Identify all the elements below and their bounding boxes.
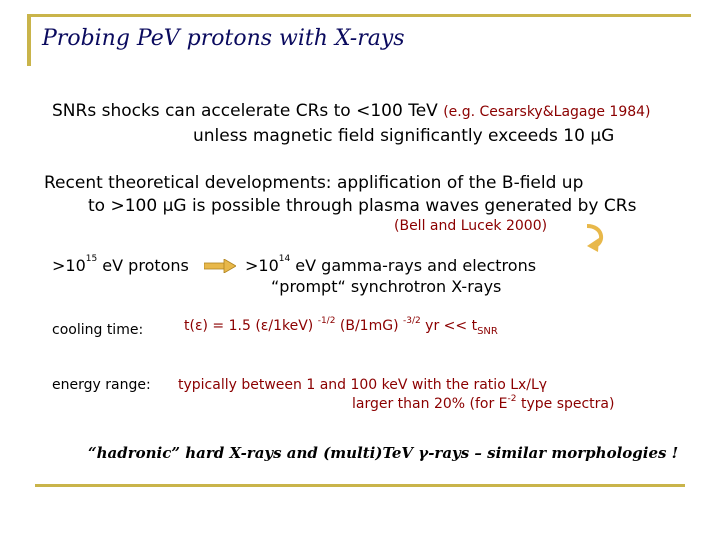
snr-citation: (e.g. Cesarsky&Lagage 1984) bbox=[443, 104, 651, 120]
cooling-time-formula: t(ε) = 1.5 (ε/1keV) $^{-1/2}$ (B/1mG) $^{-3/2}$ yr << $t_{SNR}$ bbox=[184, 316, 498, 337]
gamma-electrons-label: $>10^{14}$ eV gamma-rays and electrons bbox=[245, 254, 537, 275]
bottom-accent-bar bbox=[35, 484, 685, 487]
snr-statement-text: SNRs shocks can accelerate CRs to <100 TeV bbox=[52, 101, 438, 121]
snr-statement bbox=[52, 101, 651, 121]
curved-return-arrow-icon bbox=[581, 222, 609, 256]
hadronic-conclusion: “hadronic” hard X-rays and (multi)TeV γ-rays – similar morphologies ! bbox=[88, 444, 679, 462]
right-arrow-icon bbox=[204, 259, 236, 273]
cooling-time-label: cooling time: bbox=[52, 322, 144, 338]
magnetic-field-condition: unless magnetic field significantly exceeds 10 µG bbox=[193, 126, 615, 146]
slide-title: Probing PeV protons with X-rays bbox=[42, 26, 405, 51]
pev-protons-label: $>10^{15}$ eV protons bbox=[52, 254, 189, 275]
theory-statement-line2: to >100 µG is possible through plasma waves generated by CRs bbox=[88, 196, 637, 216]
energy-range-line1: typically between 1 and 100 keV with the ratio Lx/Lγ bbox=[178, 377, 548, 393]
title-accent-bar-horizontal bbox=[27, 14, 691, 17]
prompt-synchrotron-label: “prompt“ synchrotron X-rays bbox=[271, 277, 502, 296]
energy-range-line2: larger than 20% (for $E^{-2}$ type spectra) bbox=[352, 394, 615, 412]
title-accent-bar-vertical bbox=[27, 14, 31, 66]
energy-range-label: energy range: bbox=[52, 377, 151, 393]
bell-lucek-citation: (Bell and Lucek 2000) bbox=[394, 218, 548, 234]
theory-statement-line1: Recent theoretical developments: applification of the B-field up bbox=[44, 173, 584, 193]
